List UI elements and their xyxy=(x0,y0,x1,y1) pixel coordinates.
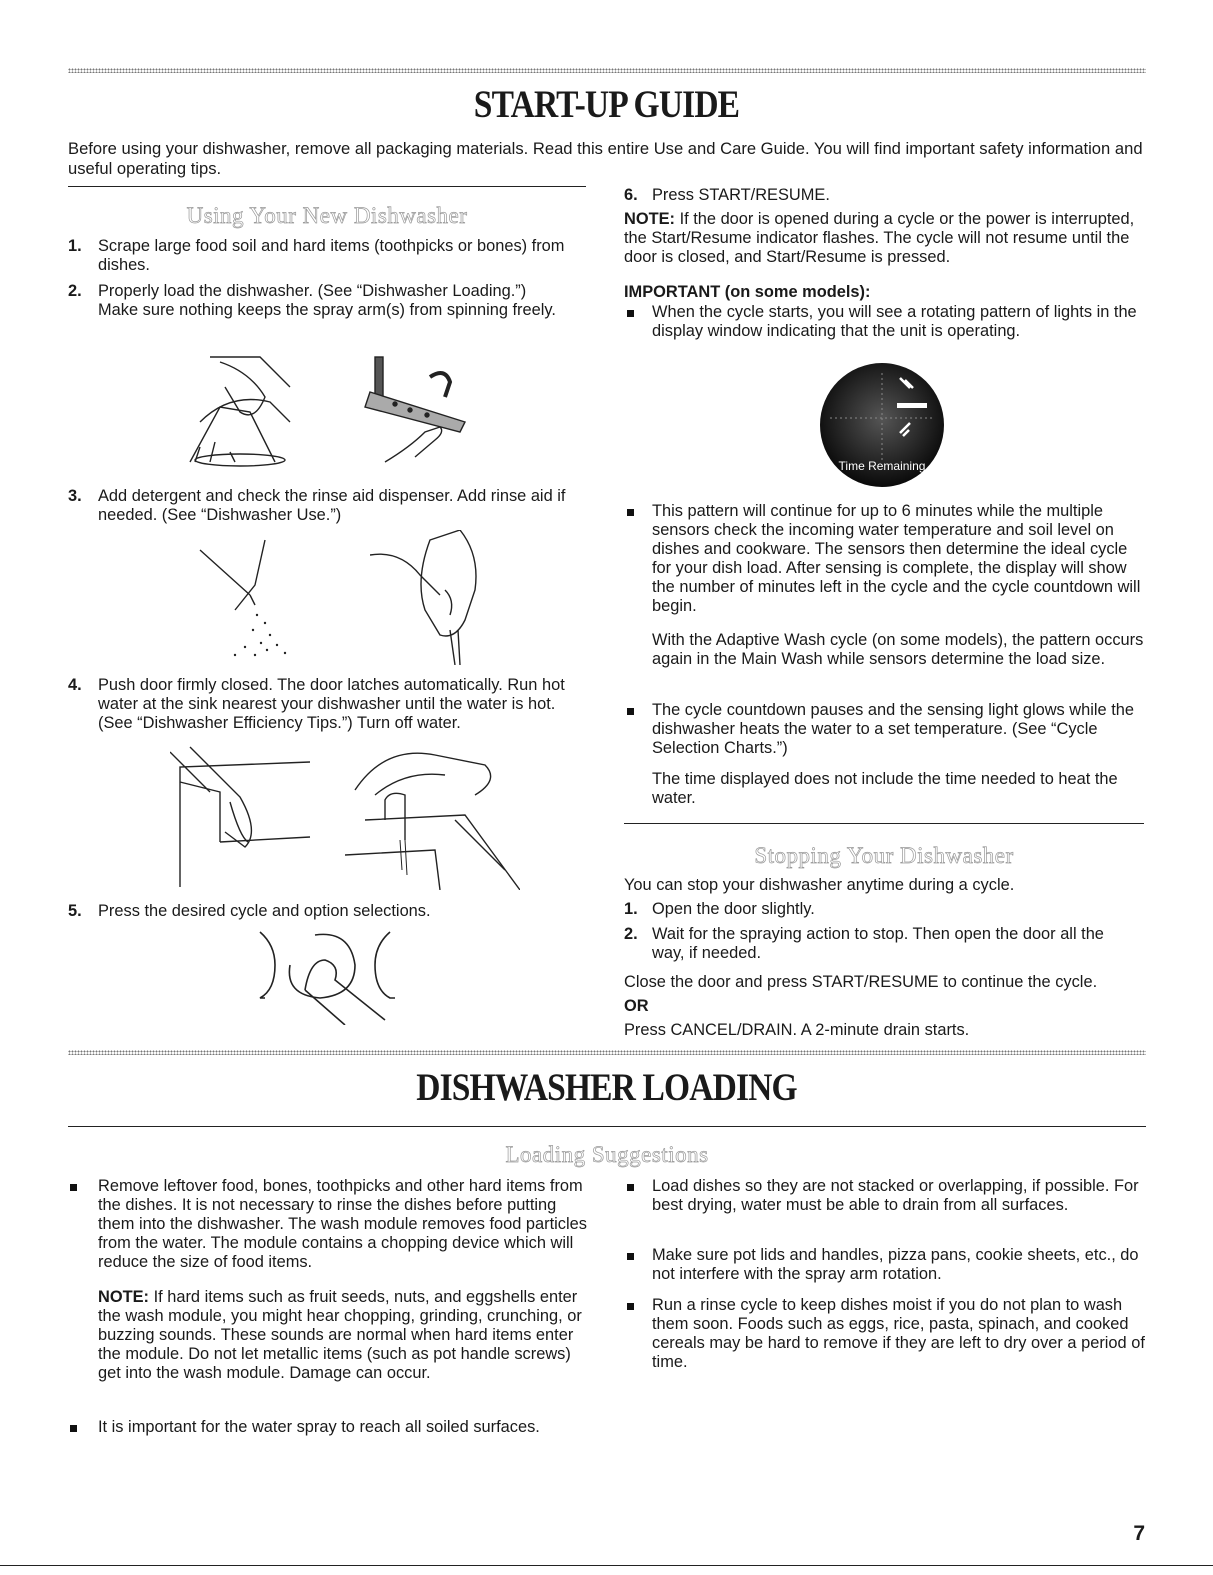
step-number: 2. xyxy=(68,282,82,300)
bullet-marker xyxy=(627,1184,634,1191)
page-number: 7 xyxy=(1133,1522,1145,1545)
step-number: 2. xyxy=(624,925,638,943)
bullet-marker xyxy=(627,310,634,317)
note-label: NOTE: xyxy=(624,210,675,228)
loading-title: DISHWASHER LOADING xyxy=(416,1066,797,1109)
section-heading-using: Using Your New Dishwasher xyxy=(186,203,468,228)
top-dotted-rule xyxy=(68,68,1146,73)
right-section-rule xyxy=(624,823,1144,824)
important-label: IMPORTANT (on some models): xyxy=(624,283,871,301)
step-number: 6. xyxy=(624,186,638,204)
step-number: 1. xyxy=(624,900,638,918)
bullet-marker xyxy=(70,1425,77,1432)
stop-step-2 xyxy=(624,925,1144,963)
section-heading-stopping: Stopping Your Dishwasher xyxy=(754,843,1014,868)
faucet-illustration xyxy=(345,740,520,890)
note-text: If the door is opened during a cycle or the power is interrupted, the Start/Resume indicator flashes. The cycle will not resume until the door is closed, and Start/Resume is pressed. xyxy=(624,210,1135,266)
page-title: START-UP GUIDE xyxy=(473,83,740,126)
water-spray-bullet: It is important for the water spray to reach all soiled surfaces. xyxy=(98,1418,540,1436)
adaptive-wash-paragraph: With the Adaptive Wash cycle (on some models), the pattern occurs again in the Main Wash while sensors determine the load size. xyxy=(652,631,1144,668)
step-5 xyxy=(68,902,586,921)
bullet-marker xyxy=(627,1303,634,1310)
bullet-marker xyxy=(627,509,634,516)
step-text: Push door firmly closed. The door latches automatically. Run hot water at the sink nearest your dishwasher until the water is hot. (See “Dishwasher Efficiency Tips.”) Turn off water. xyxy=(98,676,565,732)
bullet-marker xyxy=(70,1184,77,1191)
close-door-instruction: Close the door and press START/RESUME to continue the cycle. xyxy=(624,973,1098,991)
mid-dotted-rule xyxy=(68,1050,1146,1055)
step-text: Add detergent and check the rinse aid dispenser. Add rinse aid if needed. (See “Dishwasher Use.”) xyxy=(98,487,566,524)
heat-time-paragraph: The time displayed does not include the time needed to heat the water. xyxy=(652,770,1118,807)
step-3 xyxy=(68,487,586,525)
hard-items-note xyxy=(98,1288,588,1383)
rinse-cycle-bullet: Run a rinse cycle to keep dishes moist if you do not plan to wash them soon. Foods such as eggs, rice, pasta, spinach, and cooked cereals may be hard to remove if they are left to dry over a period of time. xyxy=(652,1296,1145,1371)
closing-door-illustration xyxy=(170,742,315,887)
step-6 xyxy=(624,186,1144,205)
step-text: Press the desired cycle and option selections. xyxy=(98,902,431,920)
section-heading-loading: Loading Suggestions xyxy=(505,1142,709,1167)
stacking-bullet: Load dishes so they are not stacked or overlapping, if possible. For best drying, water must be able to drain from all surfaces. xyxy=(652,1177,1139,1214)
step-number: 3. xyxy=(68,487,82,505)
step-1 xyxy=(68,237,586,275)
bullet-marker xyxy=(627,708,634,715)
step-4 xyxy=(68,676,586,733)
step-text: Wait for the spraying action to stop. Then open the door all the way, if needed. xyxy=(652,925,1104,962)
or-label: OR xyxy=(624,997,649,1015)
step-number: 4. xyxy=(68,676,82,694)
left-section-rule xyxy=(68,186,586,187)
intro-paragraph: Before using your dishwasher, remove all packaging materials. Read this entire Use and Care Guide. You will find important safety information and useful operating tips. xyxy=(68,139,1143,178)
pot-lids-bullet: Make sure pot lids and handles, pizza pans, cookie sheets, etc., do not interfere with the spray arm rotation. xyxy=(652,1246,1139,1283)
loading-rule xyxy=(68,1126,1146,1127)
start-resume-note xyxy=(624,210,1146,267)
detergent-illustration xyxy=(195,535,305,665)
step-number: 1. xyxy=(68,237,82,255)
spray-arm-illustration xyxy=(355,352,475,467)
remove-leftover-bullet: Remove leftover food, bones, toothpicks and other hard items from the dishes. It is not necessary to rinse the dishes before putting them into the dishwasher. The wash module removes food particles from the water. The module contains a chopping device which will reduce the size of food items. xyxy=(98,1177,587,1271)
stop-step-1 xyxy=(624,900,1144,919)
pressing-button-illustration xyxy=(255,930,405,1025)
stopping-intro: You can stop your dishwasher anytime during a cycle. xyxy=(624,876,1015,894)
step-text: Press START/RESUME. xyxy=(652,186,830,204)
step-text: Open the door slightly. xyxy=(652,900,815,918)
note-text: If hard items such as fruit seeds, nuts, and eggshells enter the wash module, you might hear chopping, grinding, crunching, or buzzing sounds. These sounds are normal when hard items enter the module. Do not let metallic items (such as pot handle screws) get into the wash module. Damage can occur. xyxy=(98,1288,582,1382)
time-remaining-display-illustration xyxy=(815,358,950,493)
step-2 xyxy=(68,282,586,320)
step-number: 5. xyxy=(68,902,82,920)
scraping-dishes-illustration xyxy=(180,352,300,467)
cancel-drain-instruction: Press CANCEL/DRAIN. A 2-minute drain starts. xyxy=(624,1021,970,1039)
bottom-rule xyxy=(0,1565,1213,1566)
sensing-pattern-bullet: This pattern will continue for up to 6 minutes while the multiple sensors check the incoming water temperature and soil level on dishes and cookware. The sensors then determine the ideal cycle for your dish load. After sensing is complete, the display will show the number of minutes left in the cycle and the cycle countdown will begin. xyxy=(652,502,1141,615)
bullet-marker xyxy=(627,1253,634,1260)
rinse-aid-illustration xyxy=(370,530,490,665)
step-text: Scrape large food soil and hard items (toothpicks or bones) from dishes. xyxy=(98,237,565,274)
display-label: Time Remaining xyxy=(838,459,926,473)
rotating-lights-bullet: When the cycle starts, you will see a rotating pattern of lights in the display window indicating that the unit is operating. xyxy=(652,303,1137,340)
step-text: Properly load the dishwasher. (See “Dishwasher Loading.”) Make sure nothing keeps the spray arm(s) from spinning freely. xyxy=(98,282,556,319)
note-label: NOTE: xyxy=(98,1288,149,1306)
countdown-pause-bullet: The cycle countdown pauses and the sensing light glows while the dishwasher heats the water to a set temperature. (See “Cycle Selection Charts.”) xyxy=(652,701,1134,757)
